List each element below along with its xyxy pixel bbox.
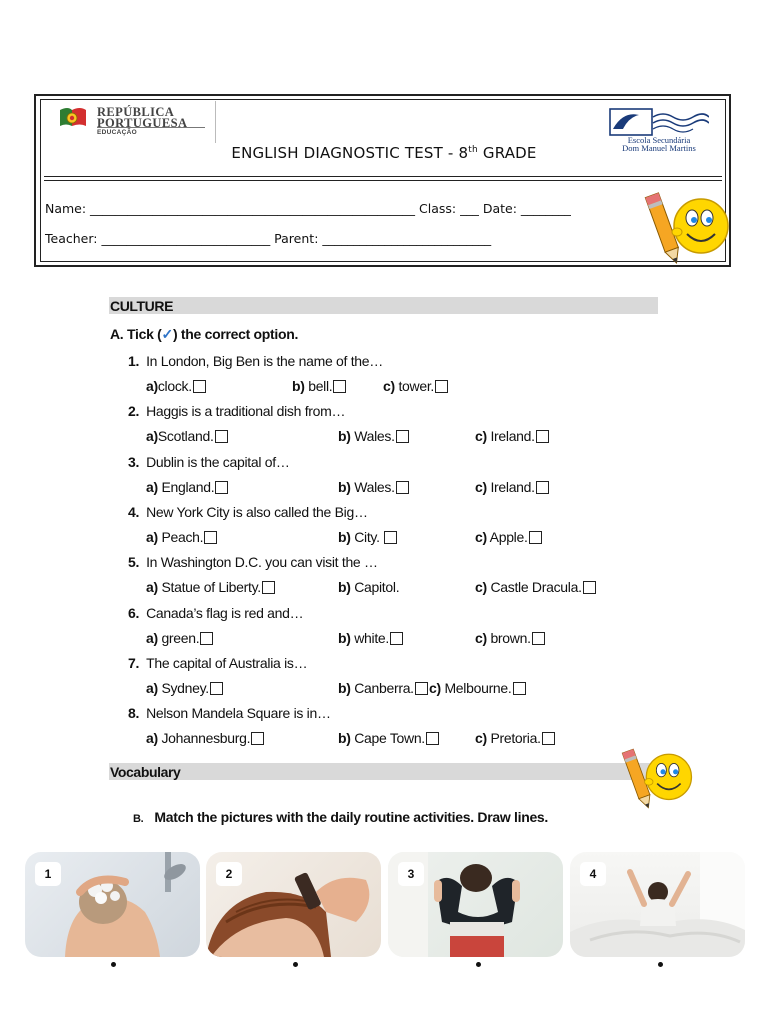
option-letter: a) xyxy=(146,579,158,596)
option-5-b xyxy=(338,579,399,595)
culture-section-bar xyxy=(109,297,658,314)
option-label: white. xyxy=(350,629,389,646)
option-4-c xyxy=(475,529,542,545)
picture-number: 3 xyxy=(398,862,424,886)
option-checkbox[interactable] xyxy=(536,481,549,494)
picture-number: 2 xyxy=(216,862,242,886)
question-2 xyxy=(128,403,345,419)
option-letter: b) xyxy=(292,378,305,394)
option-letter: a) xyxy=(146,679,158,696)
option-label: clock. xyxy=(157,378,192,394)
question-8 xyxy=(128,705,331,721)
logo-separator xyxy=(215,101,216,143)
option-label: bell. xyxy=(304,378,333,394)
question-4 xyxy=(128,504,368,520)
question-number: 8. xyxy=(128,705,140,722)
question-7 xyxy=(128,655,307,671)
question-text: Haggis is a traditional dish from… xyxy=(146,403,346,420)
option-label: Apple. xyxy=(486,528,528,545)
question-text: In Washington D.C. you can visit the … xyxy=(146,554,378,571)
option-checkbox[interactable] xyxy=(396,481,409,494)
option-7-b xyxy=(338,680,428,696)
teacher-parent-row[interactable]: Teacher: ___________________________ Parent: ___________________________ xyxy=(45,231,492,246)
picture-waking-up xyxy=(570,852,745,957)
option-1-b xyxy=(292,378,346,394)
logo-small: EDUCAÇÃO xyxy=(97,129,137,136)
option-letter: a) xyxy=(146,629,158,646)
option-letter: c) xyxy=(475,629,487,646)
option-5-a xyxy=(146,579,275,595)
header-divider xyxy=(44,176,722,177)
option-label: Canberra. xyxy=(350,679,414,696)
question-6 xyxy=(128,605,303,621)
culture-heading: CULTURE xyxy=(110,298,174,314)
vocabulary-instruction: B. Match the pictures with the daily routine activities. Draw lines. xyxy=(133,809,549,825)
option-label: Cape Town. xyxy=(350,730,425,747)
option-letter: c) xyxy=(475,478,487,495)
question-number: 7. xyxy=(128,654,140,671)
option-label: Scotland. xyxy=(157,428,214,445)
option-2-c xyxy=(475,428,549,444)
option-checkbox[interactable] xyxy=(390,632,403,645)
option-checkbox[interactable] xyxy=(262,581,275,594)
option-label: Peach. xyxy=(157,528,204,545)
option-label: Wales. xyxy=(350,478,395,495)
option-checkbox[interactable] xyxy=(251,732,264,745)
question-5 xyxy=(128,554,378,570)
option-3-b xyxy=(338,479,409,495)
option-checkbox[interactable] xyxy=(396,430,409,443)
option-checkbox[interactable] xyxy=(384,531,397,544)
option-letter: c) xyxy=(383,378,395,394)
option-checkbox[interactable] xyxy=(200,632,213,645)
question-text: New York City is also called the Big… xyxy=(146,503,368,520)
option-letter: c) xyxy=(475,730,487,747)
option-label: Wales. xyxy=(350,428,395,445)
question-text: Dublin is the capital of… xyxy=(146,453,290,470)
picture-combing-hair xyxy=(206,852,381,957)
option-label: City. xyxy=(350,528,384,545)
option-1-a xyxy=(146,378,206,394)
option-checkbox[interactable] xyxy=(193,380,206,393)
match-dot[interactable] xyxy=(476,962,481,967)
option-label: tower. xyxy=(394,378,435,394)
option-letter: c) xyxy=(475,428,487,445)
checkmark-icon: ✓ xyxy=(161,326,173,342)
question-text: Nelson Mandela Square is in… xyxy=(146,705,331,722)
option-7-a xyxy=(146,680,223,696)
school-name-line1: Escola Secundária xyxy=(627,135,691,145)
logo-line2: PORTUGUESA xyxy=(97,116,188,130)
option-checkbox[interactable] xyxy=(532,632,545,645)
option-2-a xyxy=(146,428,228,444)
option-label: Castle Dracula. xyxy=(486,579,582,596)
question-number: 1. xyxy=(128,353,140,369)
option-label: Statue of Liberty. xyxy=(157,579,261,596)
question-number: 2. xyxy=(128,403,140,420)
option-checkbox[interactable] xyxy=(536,430,549,443)
option-letter: b) xyxy=(338,428,351,445)
option-letter: b) xyxy=(338,629,351,646)
option-8-a xyxy=(146,730,264,746)
match-dot[interactable] xyxy=(658,962,663,967)
option-letter: b) xyxy=(338,730,351,747)
option-3-c xyxy=(475,479,549,495)
smiley-pencil-icon-2 xyxy=(620,740,696,812)
name-class-date-row[interactable]: Name: ____________________________________________________ Class: ___ Date: ________ xyxy=(45,201,571,216)
option-2-b xyxy=(338,428,409,444)
option-letter: b) xyxy=(338,478,351,495)
match-dot[interactable] xyxy=(293,962,298,967)
option-letter: c) xyxy=(475,579,487,596)
option-label: England. xyxy=(157,478,215,495)
question-text: In London, Big Ben is the name of the… xyxy=(146,353,383,369)
option-checkbox[interactable] xyxy=(204,531,217,544)
question-text: The capital of Australia is… xyxy=(146,654,308,671)
question-number: 5. xyxy=(128,554,140,571)
option-4-b xyxy=(338,529,397,545)
smiley-pencil-icon xyxy=(643,182,733,268)
option-checkbox[interactable] xyxy=(529,531,542,544)
option-letter: a) xyxy=(146,730,158,747)
option-3-a xyxy=(146,479,228,495)
option-6-c xyxy=(475,630,545,646)
option-checkbox[interactable] xyxy=(426,732,439,745)
option-checkbox[interactable] xyxy=(210,682,223,695)
logo-line1: REPÚBLICA xyxy=(97,105,175,119)
option-letter: c) xyxy=(429,679,441,696)
option-6-a xyxy=(146,630,213,646)
option-letter: b) xyxy=(338,528,351,545)
option-letter: b) xyxy=(338,679,351,696)
vocabulary-section-bar xyxy=(109,763,658,780)
option-letter: b) xyxy=(338,579,351,596)
option-6-b xyxy=(338,630,403,646)
option-label: Ireland. xyxy=(486,478,535,495)
option-letter: a) xyxy=(146,378,158,394)
option-letter: a) xyxy=(146,528,158,545)
republica-emblem-icon xyxy=(58,106,88,128)
option-letter: a) xyxy=(146,478,158,495)
option-label: Melbourne. xyxy=(440,679,512,696)
option-4-a xyxy=(146,529,217,545)
option-letter: a) xyxy=(146,428,158,445)
option-letter: c) xyxy=(475,528,487,545)
page-title: ENGLISH DIAGNOSTIC TEST - 8th GRADE xyxy=(231,144,537,162)
question-3 xyxy=(128,454,290,470)
option-label: green. xyxy=(157,629,200,646)
culture-instruction: A. Tick (✓) the correct option. xyxy=(110,326,299,342)
option-label: Sydney. xyxy=(157,679,209,696)
option-checkbox[interactable] xyxy=(583,581,596,594)
option-checkbox[interactable] xyxy=(435,380,448,393)
option-checkbox[interactable] xyxy=(542,732,555,745)
logo-rule xyxy=(97,127,205,128)
picture-washing-hair xyxy=(25,852,200,957)
option-label: Johannesburg. xyxy=(157,730,251,747)
question-1 xyxy=(128,353,383,369)
picture-getting-dressed xyxy=(388,852,563,957)
match-dot[interactable] xyxy=(111,962,116,967)
option-8-c xyxy=(475,730,555,746)
option-checkbox[interactable] xyxy=(333,380,346,393)
school-name-line2: Dom Manuel Martins xyxy=(622,143,696,153)
option-8-b xyxy=(338,730,439,746)
option-label: Ireland. xyxy=(486,428,535,445)
question-number: 6. xyxy=(128,604,140,621)
question-number: 3. xyxy=(128,453,140,470)
option-checkbox[interactable] xyxy=(513,682,526,695)
option-checkbox[interactable] xyxy=(415,682,428,695)
option-checkbox[interactable] xyxy=(215,430,228,443)
option-5-c xyxy=(475,579,596,595)
picture-number: 4 xyxy=(580,862,606,886)
option-label: Capitol. xyxy=(350,579,400,596)
question-text: Canada’s flag is red and… xyxy=(146,604,304,621)
option-checkbox[interactable] xyxy=(215,481,228,494)
question-number: 4. xyxy=(128,503,140,520)
picture-number: 1 xyxy=(35,862,61,886)
option-7-c xyxy=(429,680,526,696)
vocabulary-heading: Vocabulary xyxy=(110,764,181,780)
header-divider-2 xyxy=(44,180,722,181)
option-label: brown. xyxy=(486,629,531,646)
option-1-c xyxy=(383,378,448,394)
option-label: Pretoria. xyxy=(486,730,541,747)
